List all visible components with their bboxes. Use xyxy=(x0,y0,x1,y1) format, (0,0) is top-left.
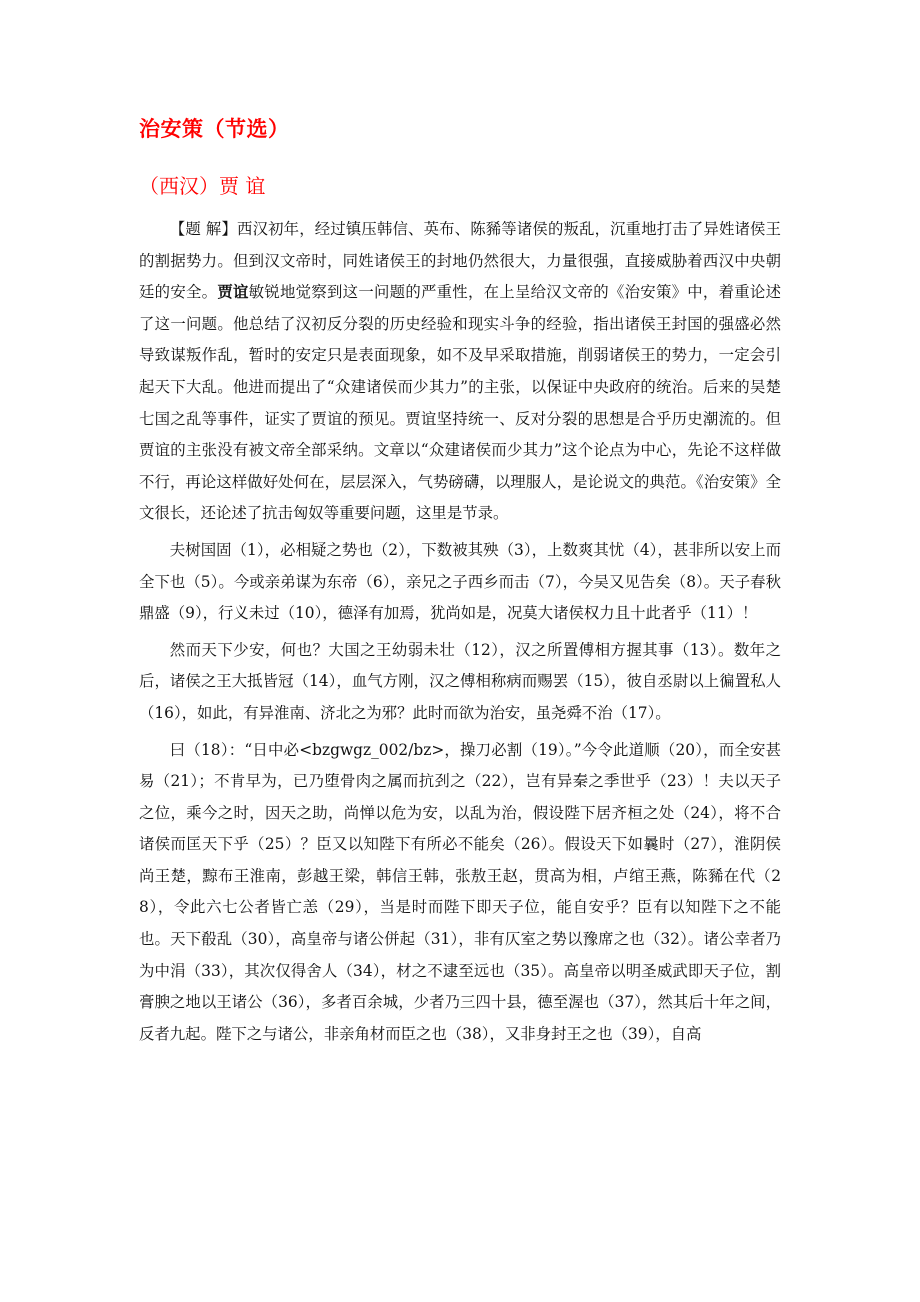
body-paragraph-1: 夫树国固（1），必相疑之势也（2），下数被其殃（3），上数爽其忧（4），甚非所以安上而全下也（5）。今或亲弟谋为东帝（6），亲兄之子西乡而击（7），今吴又见告矣（8）。天子春秋鼎盛（9），行义未过（10），德泽有加焉，犹尚如是，况莫大诸侯权力且十此者乎（11）！ xyxy=(139,540,781,623)
intro-paragraph xyxy=(139,214,781,530)
intro-author-name: 贾谊 xyxy=(217,283,249,302)
intro-text-a: 西汉初年，经过镇压韩信、英布、陈豨等诸侯的叛乱，沉重地打击了异姓诸侯王的割据势力。但到汉文帝时，同姓诸侯王的封地仍然很大，力量很强，直接威胁着西汉中央朝廷的安全。 xyxy=(139,220,781,302)
body-paragraph-2: 然而天下少安，何也？大国之王幼弱未壮（12），汉之所置傅相方握其事（13）。数年之后，诸侯之王大抵皆冠（14），血气方刚，汉之傅相称病而赐罢（15），彼自丞尉以上徧置私人（16），如此，有异淮南、济北之为邪？此时而欲为治安，虽尧舜不治（17）。 xyxy=(139,640,781,722)
document-title: 治安策（节选） xyxy=(139,117,290,141)
intro-text-b: 敏锐地觉察到这一问题的严重性，在上呈给汉文帝的《治安策》中，着重论述了这一问题。他总结了汉初反分裂的历史经验和现实斗争的经验，指出诸侯王封国的强盛必然导致谋叛作乱，暂时的安定只是表面现象，如不及早采取措施，削弱诸侯王的势力，一定会引起天下大乱。他进而提出了“众建诸侯而少其力”的主张，以保证中央政府的统治。后来的吴楚七国之乱等事件，证实了贾谊的预见。贾谊坚持统一、反对分裂的思想是合乎历史潮流的。但贾谊的主张没有被文帝全部采纳。文章以“众建诸侯而少其力”这个论点为中心，先论不这样做不行，再论这样做好处何在，层层深入，气势磅礴，以理服人，是论说文的典范。《治安策》全文很长，还论述了抗击匈奴等重要问题，这里是节录。 xyxy=(139,283,781,523)
intro-label: 【题 解】 xyxy=(169,220,238,238)
body-paragraph-3: 曰（18）：“日中必<bzgwgz_002/bz>，操刀必割（19）。”今令此道顺（20），而全安甚易（21）；不肯早为，已乃堕骨肉之属而抗刭之（22），岂有异秦之季世乎（23）！夫以天子之位，乘今之时，因天之助，尚惮以危为安，以乱为治，假设陛下居齐桓之处（24），将不合诸侯而匡天下乎（25）？臣又以知陛下有所必不能矣（26）。假设天下如曩时（27），淮阴侯尚王楚，黥布王淮南，彭越王梁，韩信王韩，张敖王赵，贯高为相，卢绾王燕，陈豨在代（28），令此六七公者皆亡恙（29），当是时而陛下即天子位，能自安乎？臣有以知陛下之不能也。天下殽乱（30），高皇帝与诸公併起（31），非有仄室之势以豫席之也（32）。诸公幸者乃为中涓（33），其次仅得舍人（34），材之不逮至远也（35）。高皇帝以明圣威武即天子位，割膏腴之地以王诸公（36），多者百余城，少者乃三四十县，德至渥也（37），然其后十年之间，反者九起。陛下之与诸公，非亲角材而臣之也（38），又非身封王之也（39），自高 xyxy=(139,740,781,1043)
document-author: （西汉）贾 谊 xyxy=(139,174,266,198)
document-body xyxy=(139,114,781,1055)
